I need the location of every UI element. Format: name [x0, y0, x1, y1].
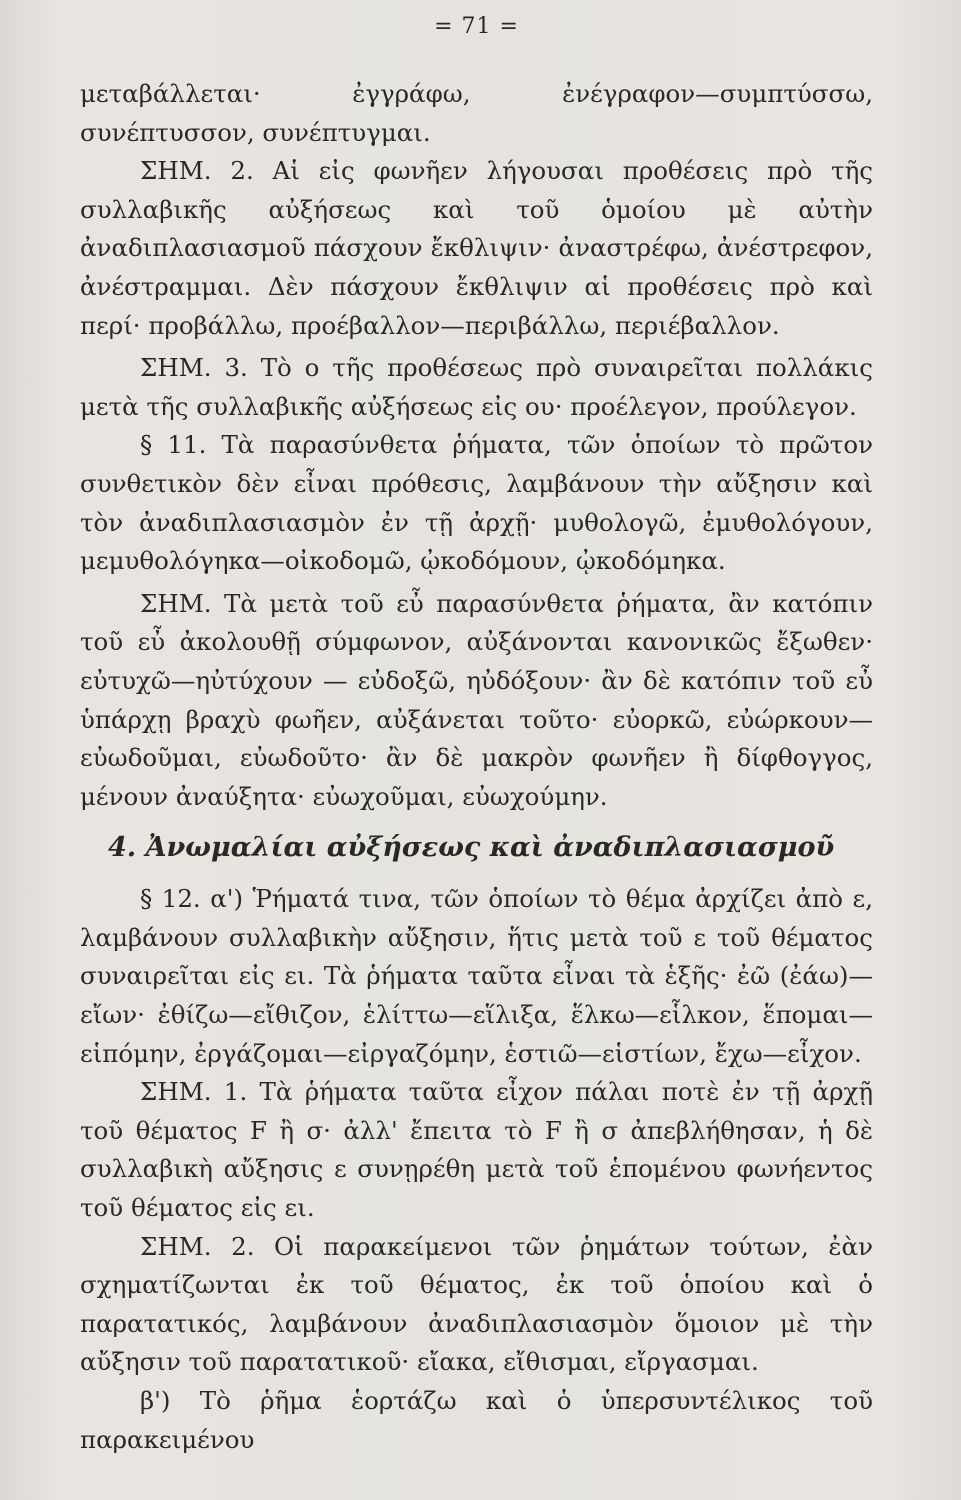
note-12-1: ΣΗΜ. 1. Τὰ ῥήματα ταῦτα εἶχον πάλαι ποτὲ ἐν τῇ ἀρχῇ τοῦ θέματος F ἢ σ· ἀλλ' ἔπειτα τὸ F ἢ σ ἀπεβλήθησαν, ἡ δὲ συλλαβικὴ αὔξησις ε συνῃρέθη μετὰ τοῦ ἑπομένου φωνήεντος τοῦ θέματος εἰς ει. — [80, 1077, 873, 1223]
section-heading: 4. Ἀνωμαλίαι αὐξήσεως καὶ ἀναδιπλασιασμοῦ — [108, 832, 835, 864]
note-12-2: ΣΗΜ. 2. Οἱ παρακείμενοι τῶν ῥημάτων τούτων, ἐὰν σχηματίζωνται ἐκ τοῦ θέματος, ἐκ τοῦ ὁποίου καὶ ὁ παρατατικός, λαμβάνουν ἀναδιπλασιασμὸν ὅμοιον μὲ τὴν αὔξησιν τοῦ παρατατικοῦ· εἴακα, εἴθισμαι, εἴργασμαι. — [80, 1231, 873, 1377]
section-11: § 11. Τὰ παρασύνθετα ῥήματα, τῶν ὁποίων τὸ πρῶτον συνθετικὸν δὲν εἶναι πρόθεσις, λαμβάνουν τὴν αὔξησιν καὶ τὸν ἀναδιπλασιασμὸν ἐν τῇ ἀρχῇ· μυθολογῶ, ἐμυθολόγουν, μεμυθολόγηκα—οἰκοδομῶ, ᾠκοδόμουν, ᾠκοδόμηκα. — [80, 430, 873, 576]
note-3: ΣΗΜ. 3. Τὸ ο τῆς προθέσεως πρὸ συναιρεῖται πολλάκις μετὰ τῆς συλλαβικῆς αὐξήσεως εἰς ου· προέλεγον, προύλεγον. — [80, 353, 873, 421]
section-12: § 12. α') Ῥήματά τινα, τῶν ὁποίων τὸ θέμα ἀρχίζει ἀπὸ ε, λαμβάνουν συλλαβικὴν αὔξησιν, ἥτις μετὰ τοῦ ε τοῦ θέματος συναιρεῖται εἰς ει. Τὰ ῥήματα ταῦτα εἶναι τὰ ἑξῆς· ἐῶ (ἐάω)—εἴων· ἐθίζω—εἴθιζον, ἑλίττω—εἵλιξα, ἕλκω—εἷλκον, ἕπομαι—εἱπόμην, ἐργάζομαι—εἰργαζόμην, ἑστιῶ—εἱστίων, ἔχω—εἶχον. — [80, 884, 873, 1068]
subsection-b: β') Τὸ ῥῆμα ἑορτάζω καὶ ὁ ὑπερσυντέλικος τοῦ παρακειμένου — [80, 1386, 873, 1454]
note-2: ΣΗΜ. 2. Αἱ εἰς φωνῆεν λήγουσαι προθέσεις πρὸ τῆς συλλαβικῆς αὐξήσεως καὶ τοῦ ὁμοίου μὲ αὐτὴν ἀναδιπλασιασμοῦ πάσχουν ἔκθλιψιν· ἀναστρέφω, ἀνέστρεφον, ἀνέστραμμαι. Δὲν πάσχουν ἔκθλιψιν αἱ προθέσεις πρὸ καὶ περί· προβάλλω, προέβαλλον—περιβάλλω, περιέβαλλον. — [80, 156, 873, 340]
paragraph-1: μεταβάλλεται· ἐγγράφω, ἐνέγραφον—συμπτύσσω, συνέπτυσσον, συνέπτυγμαι. — [80, 79, 873, 147]
note-11: ΣΗΜ. Τὰ μετὰ τοῦ εὖ παρασύνθετα ῥήματα, ἂν κατόπιν τοῦ εὖ ἀκολουθῇ σύμφωνον, αὐξάνονται κανονικῶς ἔξωθεν· εὐτυχῶ—ηὐτύχουν — εὐδοξῶ, ηὐδόξουν· ἂν δὲ κατόπιν τοῦ εὖ ὑπάρχῃ βραχὺ φωῆεν, αὐξάνεται τοῦτο· εὐορκῶ, εὐώρκουν—εὐωδοῦμαι, εὐωδοῦτο· ἂν δὲ μακρὸν φωνῆεν ἢ δίφθογγος, μένουν ἀναύξητα· εὐωχοῦμαι, εὐωχούμην. — [80, 588, 873, 811]
page-number: = 71 = — [434, 14, 519, 39]
